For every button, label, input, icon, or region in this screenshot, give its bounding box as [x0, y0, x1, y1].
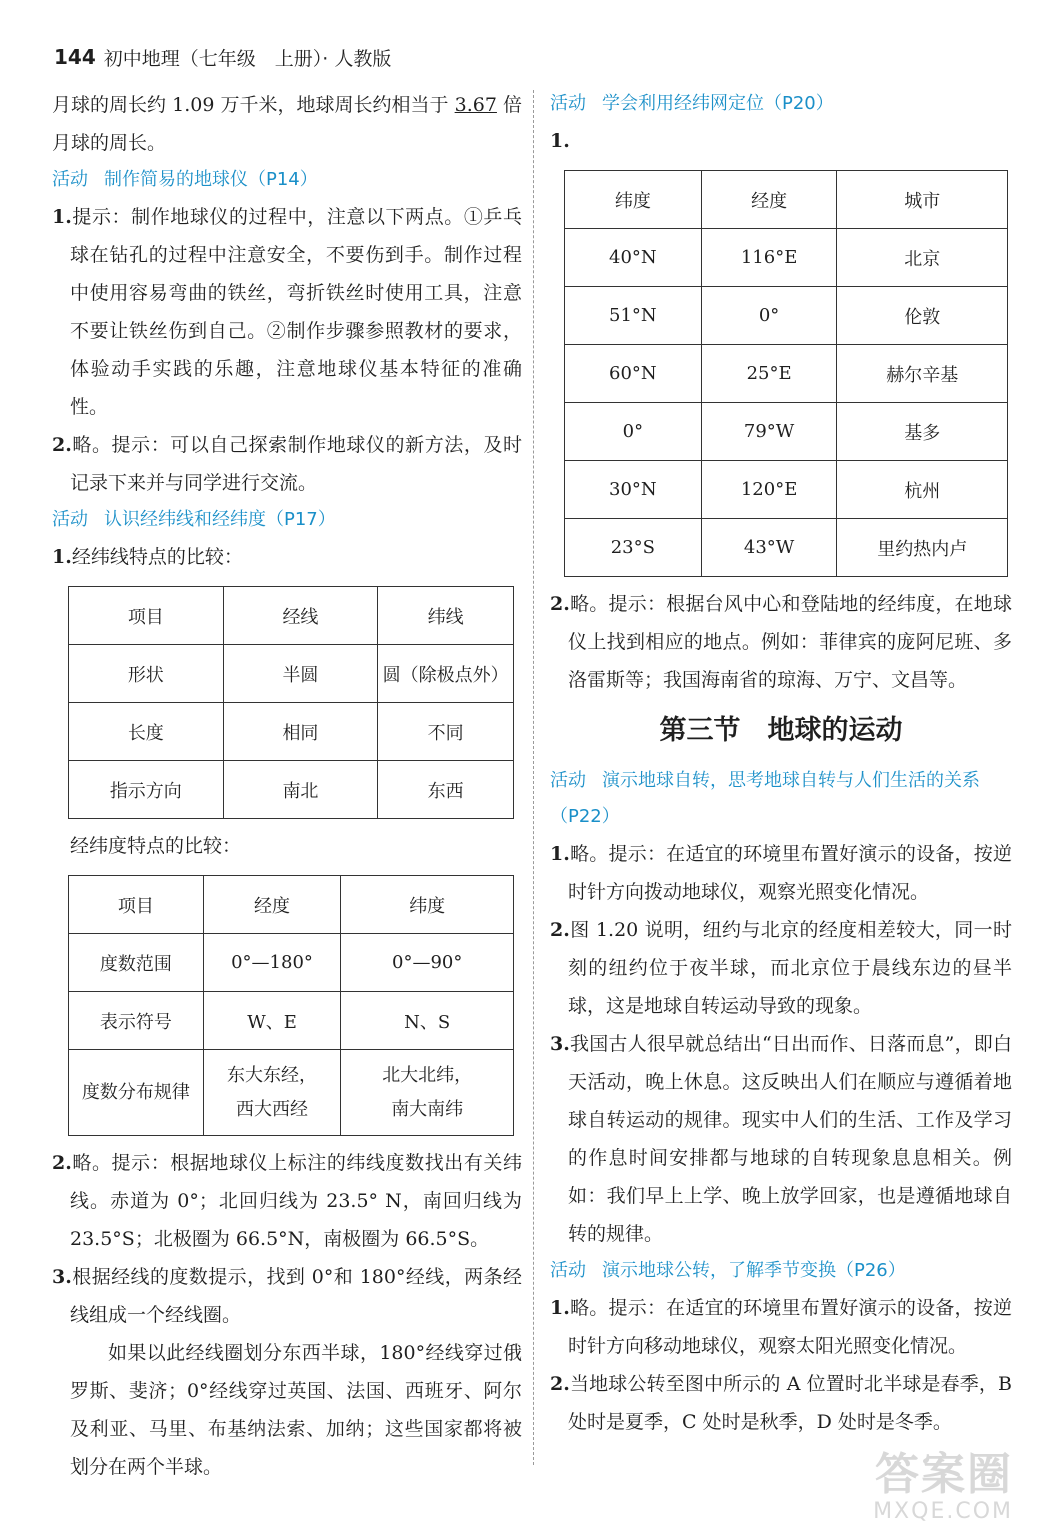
answer-underline: 3.67: [454, 94, 497, 116]
page-number: 144: [54, 45, 96, 69]
answer-item: 2.略。提示：根据地球仪上标注的纬线度数找出有关纬线。赤道为 0°；北回归线为 23.5° N，南回归线为 23.5°S；北极圈为 66.5°N，南极圈为 66.5°S。: [52, 1152, 522, 1250]
table-header-row: 纬度 经度 城市: [565, 171, 1008, 229]
table-row: 30°N 120°E 杭州: [565, 461, 1008, 519]
meridian-parallel-table: [68, 586, 514, 819]
table-row: 0° 79°W 基多: [565, 403, 1008, 461]
activity-heading: 活动 演示地球公转，了解季节变换（P26）: [550, 1260, 906, 1281]
activity-heading: 活动 学会利用经纬网定位（P20）: [550, 93, 834, 114]
activity-heading: 活动 认识经纬线和经纬度（P17）: [52, 509, 336, 530]
answer-item: 3.我国古人很早就总结出“日出而作、日落而息”，即白天活动，晚上休息。这反映出人们在顺应与遵循着地球自转运动的规律。现实中人们的生活、工作及学习的作息时间安排都与地球的自转现象息息相关。例如：我们早上上学、晚上放学回家，也是遵循地球自转的规律。: [550, 1033, 1012, 1245]
answer-item: 1.略。提示：在适宜的环境里布置好演示的设备，按逆时针方向拨动地球仪，观察光照变化情况。: [550, 843, 1012, 903]
activity-heading: 活动 演示地球自转，思考地球自转与人们生活的关系（P22）: [550, 770, 980, 827]
page-header: [54, 40, 391, 74]
watermark-url: MXQE.COM: [873, 1499, 1013, 1524]
answer-item: 1.经纬线特点的比较：: [52, 546, 243, 568]
book-title: 初中地理（七年级 上册）· 人教版: [103, 47, 392, 70]
answer-item: 1.提示：制作地球仪的过程中，注意以下两点。①乒乓球在钻孔的过程中注意安全，不要伤到手。制作过程中使用容易弯曲的铁丝，弯折铁丝时使用工具，注意不要让铁丝伤到自己。②制作步骤参照教材的要求，体验动手实践的乐趣，注意地球仪基本特征的准确性。: [52, 206, 522, 418]
table-row: 表示符号 W、E N、S: [69, 992, 514, 1050]
answer-item: 2.当地球公转至图中所示的 A 位置时北半球是春季，B 处时是夏季，C 处时是秋季，D 处时是冬季。: [550, 1373, 1012, 1433]
answer-item: 2.图 1.20 说明，纽约与北京的经度相差较大，同一时刻的纽约位于夜半球，而北京位于晨线东边的昼半球，这是地球自转运动导致的现象。: [550, 919, 1012, 1017]
left-column: [52, 86, 522, 1486]
table-row: 23°S 43°W 里约热内卢: [565, 519, 1008, 577]
table-row: 40°N 116°E 北京: [565, 229, 1008, 287]
longitude-latitude-table: [68, 875, 514, 1136]
column-divider: [533, 90, 534, 1465]
activity-heading: 活动 制作简易的地球仪（P14）: [52, 169, 318, 190]
table-row: 度数分布规律 东大东经， 西大西经 北大北纬， 南大南纬: [69, 1050, 514, 1136]
table-caption: 经纬度特点的比较：: [70, 835, 242, 857]
watermark-logo: [873, 1451, 1013, 1524]
right-column: [550, 86, 1012, 1441]
continued-paragraph: 月球的周长约 1.09 万千米，地球周长约相当于 3.67 倍月球的周长。: [52, 94, 522, 154]
table-row: 51°N 0° 伦敦: [565, 287, 1008, 345]
city-coordinates-table: [564, 170, 1008, 577]
answer-item: 2.略。提示：根据台风中心和登陆地的经纬度，在地球仪上找到相应的地点。例如：菲律宾的庞阿尼班、多洛雷斯等；我国海南省的琼海、万宁、文昌等。: [550, 593, 1012, 691]
section-title: 第三节 地球的运动: [659, 715, 903, 746]
table-row: 60°N 25°E 赫尔辛基: [565, 345, 1008, 403]
question-number: 1.: [550, 130, 570, 152]
answer-item: 1.略。提示：在适宜的环境里布置好演示的设备，按逆时针方向移动地球仪，观察太阳光照变化情况。: [550, 1297, 1012, 1357]
table-header-row: 项目 经度 纬度: [69, 876, 514, 934]
explanation-paragraph: 如果以此经线圈划分东西半球，180°经线穿过俄罗斯、斐济；0°经线穿过英国、法国、西班牙、阿尔及利亚、马里、布基纳法索、加纳；这些国家都将被划分在两个半球。: [70, 1342, 522, 1478]
table-row: 长度 相同 不同: [69, 703, 514, 761]
table-header-row: 项目 经线 纬线: [69, 587, 514, 645]
table-row: 指示方向 南北 东西: [69, 761, 514, 819]
watermark-text: 答案圈: [875, 1449, 1013, 1500]
table-row: 度数范围 0°—180° 0°—90°: [69, 934, 514, 992]
table-row: 形状 半圆 圆（除极点外）: [69, 645, 514, 703]
answer-item: 3.根据经线的度数提示，找到 0°和 180°经线，两条经线组成一个经线圈。: [52, 1266, 522, 1326]
answer-item: 2.略。提示：可以自己探索制作地球仪的新方法，及时记录下来并与同学进行交流。: [52, 434, 522, 494]
